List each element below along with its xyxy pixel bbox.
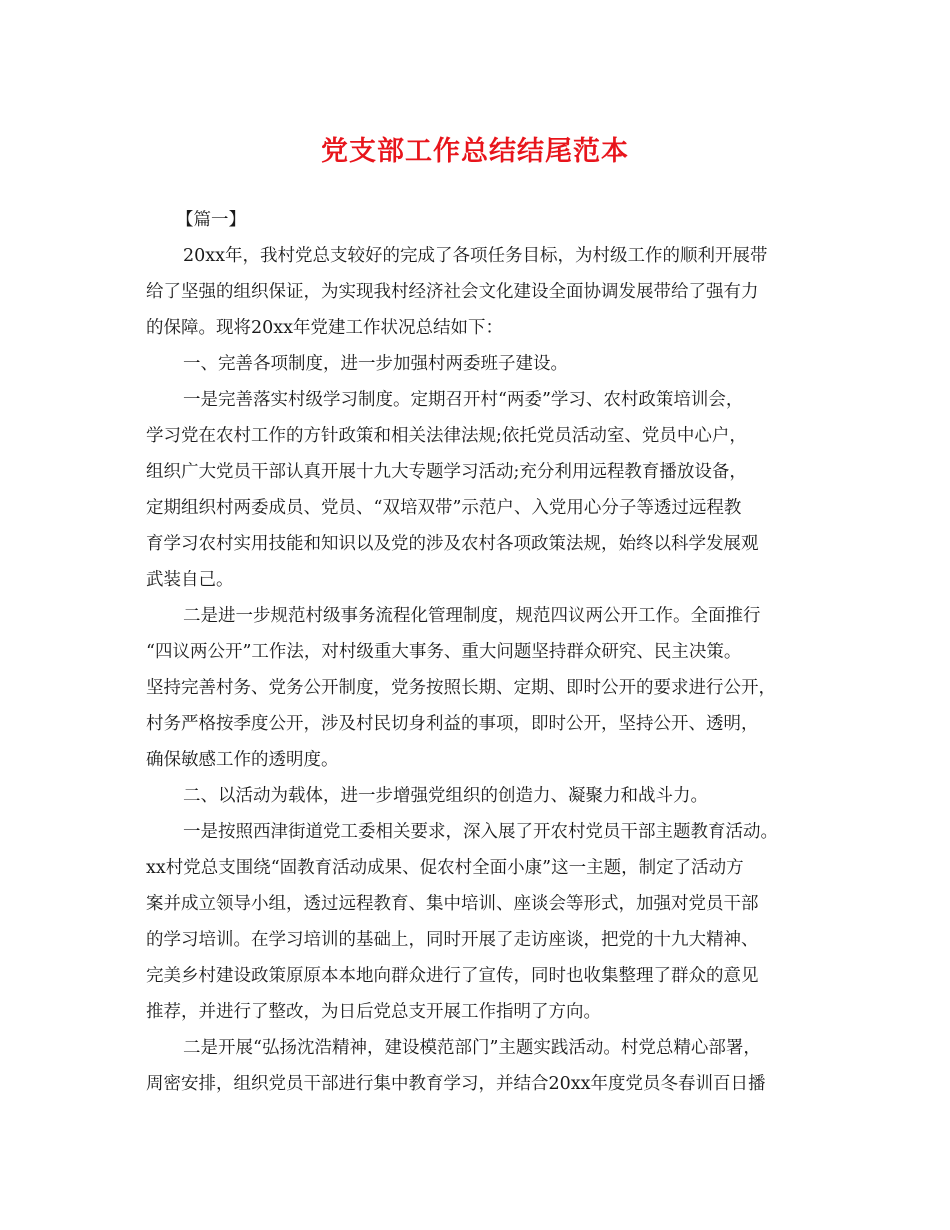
body-line: 组织广大党员干部认真开展十九大专题学习活动;充分利用远程教育播放设备， xyxy=(146,462,747,482)
body-line: 育学习农村实用技能和知识以及党的涉及农村各项政策法规，始终以科学发展观 xyxy=(146,534,759,554)
section-heading: 一、完善各项制度，进一步加强村两委班子建设。 xyxy=(183,354,568,374)
body-line: 完美乡村建设政策原原本本地向群众进行了宣传，同时也收集整理了群众的意见 xyxy=(146,966,759,986)
body-line: 一是完善落实村级学习制度。定期召开村“两委”学习、农村政策培训会， xyxy=(183,390,744,410)
body-line: 二是进一步规范村级事务流程化管理制度，规范四议两公开工作。全面推行 xyxy=(183,606,761,626)
body-line: 定期组织村两委成员、党员、“双培双带”示范户、入党用心分子等透过远程教 xyxy=(146,498,742,518)
body-line: 的学习培训。在学习培训的基础上，同时开展了走访座谈，把党的十九大精神、 xyxy=(146,930,759,950)
body-line: 武装自己。 xyxy=(146,570,234,590)
document-title: 党支部工作总结结尾范本 xyxy=(321,136,629,167)
body-line: 二是开展“弘扬沈浩精神，建设模范部门”主题实践活动。村党总精心部署， xyxy=(183,1038,761,1058)
body-line: 案并成立领导小组，透过远程教育、集中培训、座谈会等形式，加强对党员干部 xyxy=(146,894,759,914)
body-line: 确保敏感工作的透明度。 xyxy=(146,750,339,770)
body-line: 的保障。现将20xx年党建工作状况总结如下： xyxy=(146,318,504,338)
body-line: 学习党在农村工作的方针政策和相关法律法规;依托党员活动室、党员中心户， xyxy=(146,426,747,446)
body-line: 村务严格按季度公开，涉及村民切身利益的事项，即时公开，坚持公开、透明， xyxy=(146,714,759,734)
body-line: xx村党总支围绕“固教育活动成果、促农村全面小康”这一主题，制定了活动方 xyxy=(146,858,744,878)
body-line: 周密安排，组织党员干部进行集中教育学习，并结合20xx年度党员冬春训百日播 xyxy=(146,1074,766,1094)
body-line: 坚持完善村务、党务公开制度，党务按照长期、定期、即时公开的要求进行公开， xyxy=(146,678,776,698)
body-line: 20xx年，我村党总支较好的完成了各项任务目标，为村级工作的顺利开展带 xyxy=(183,246,768,266)
body-line: 给了坚强的组织保证，为实现我村经济社会文化建设全面协调发展带给了强有力 xyxy=(146,282,759,302)
body-line: 推荐，并进行了整改，为日后党总支开展工作指明了方向。 xyxy=(146,1002,601,1022)
body-line: “四议两公开”工作法，对村级重大事务、重大问题坚持群众研究、民主决策。 xyxy=(146,642,742,662)
body-line: 一是按照西津街道党工委相关要求，深入展了开农村党员干部主题教育活动。 xyxy=(183,822,778,842)
section-heading-part-one: 【篇一】 xyxy=(176,210,246,230)
section-heading: 二、以活动为载体，进一步增强党组织的创造力、凝聚力和战斗力。 xyxy=(183,786,708,806)
